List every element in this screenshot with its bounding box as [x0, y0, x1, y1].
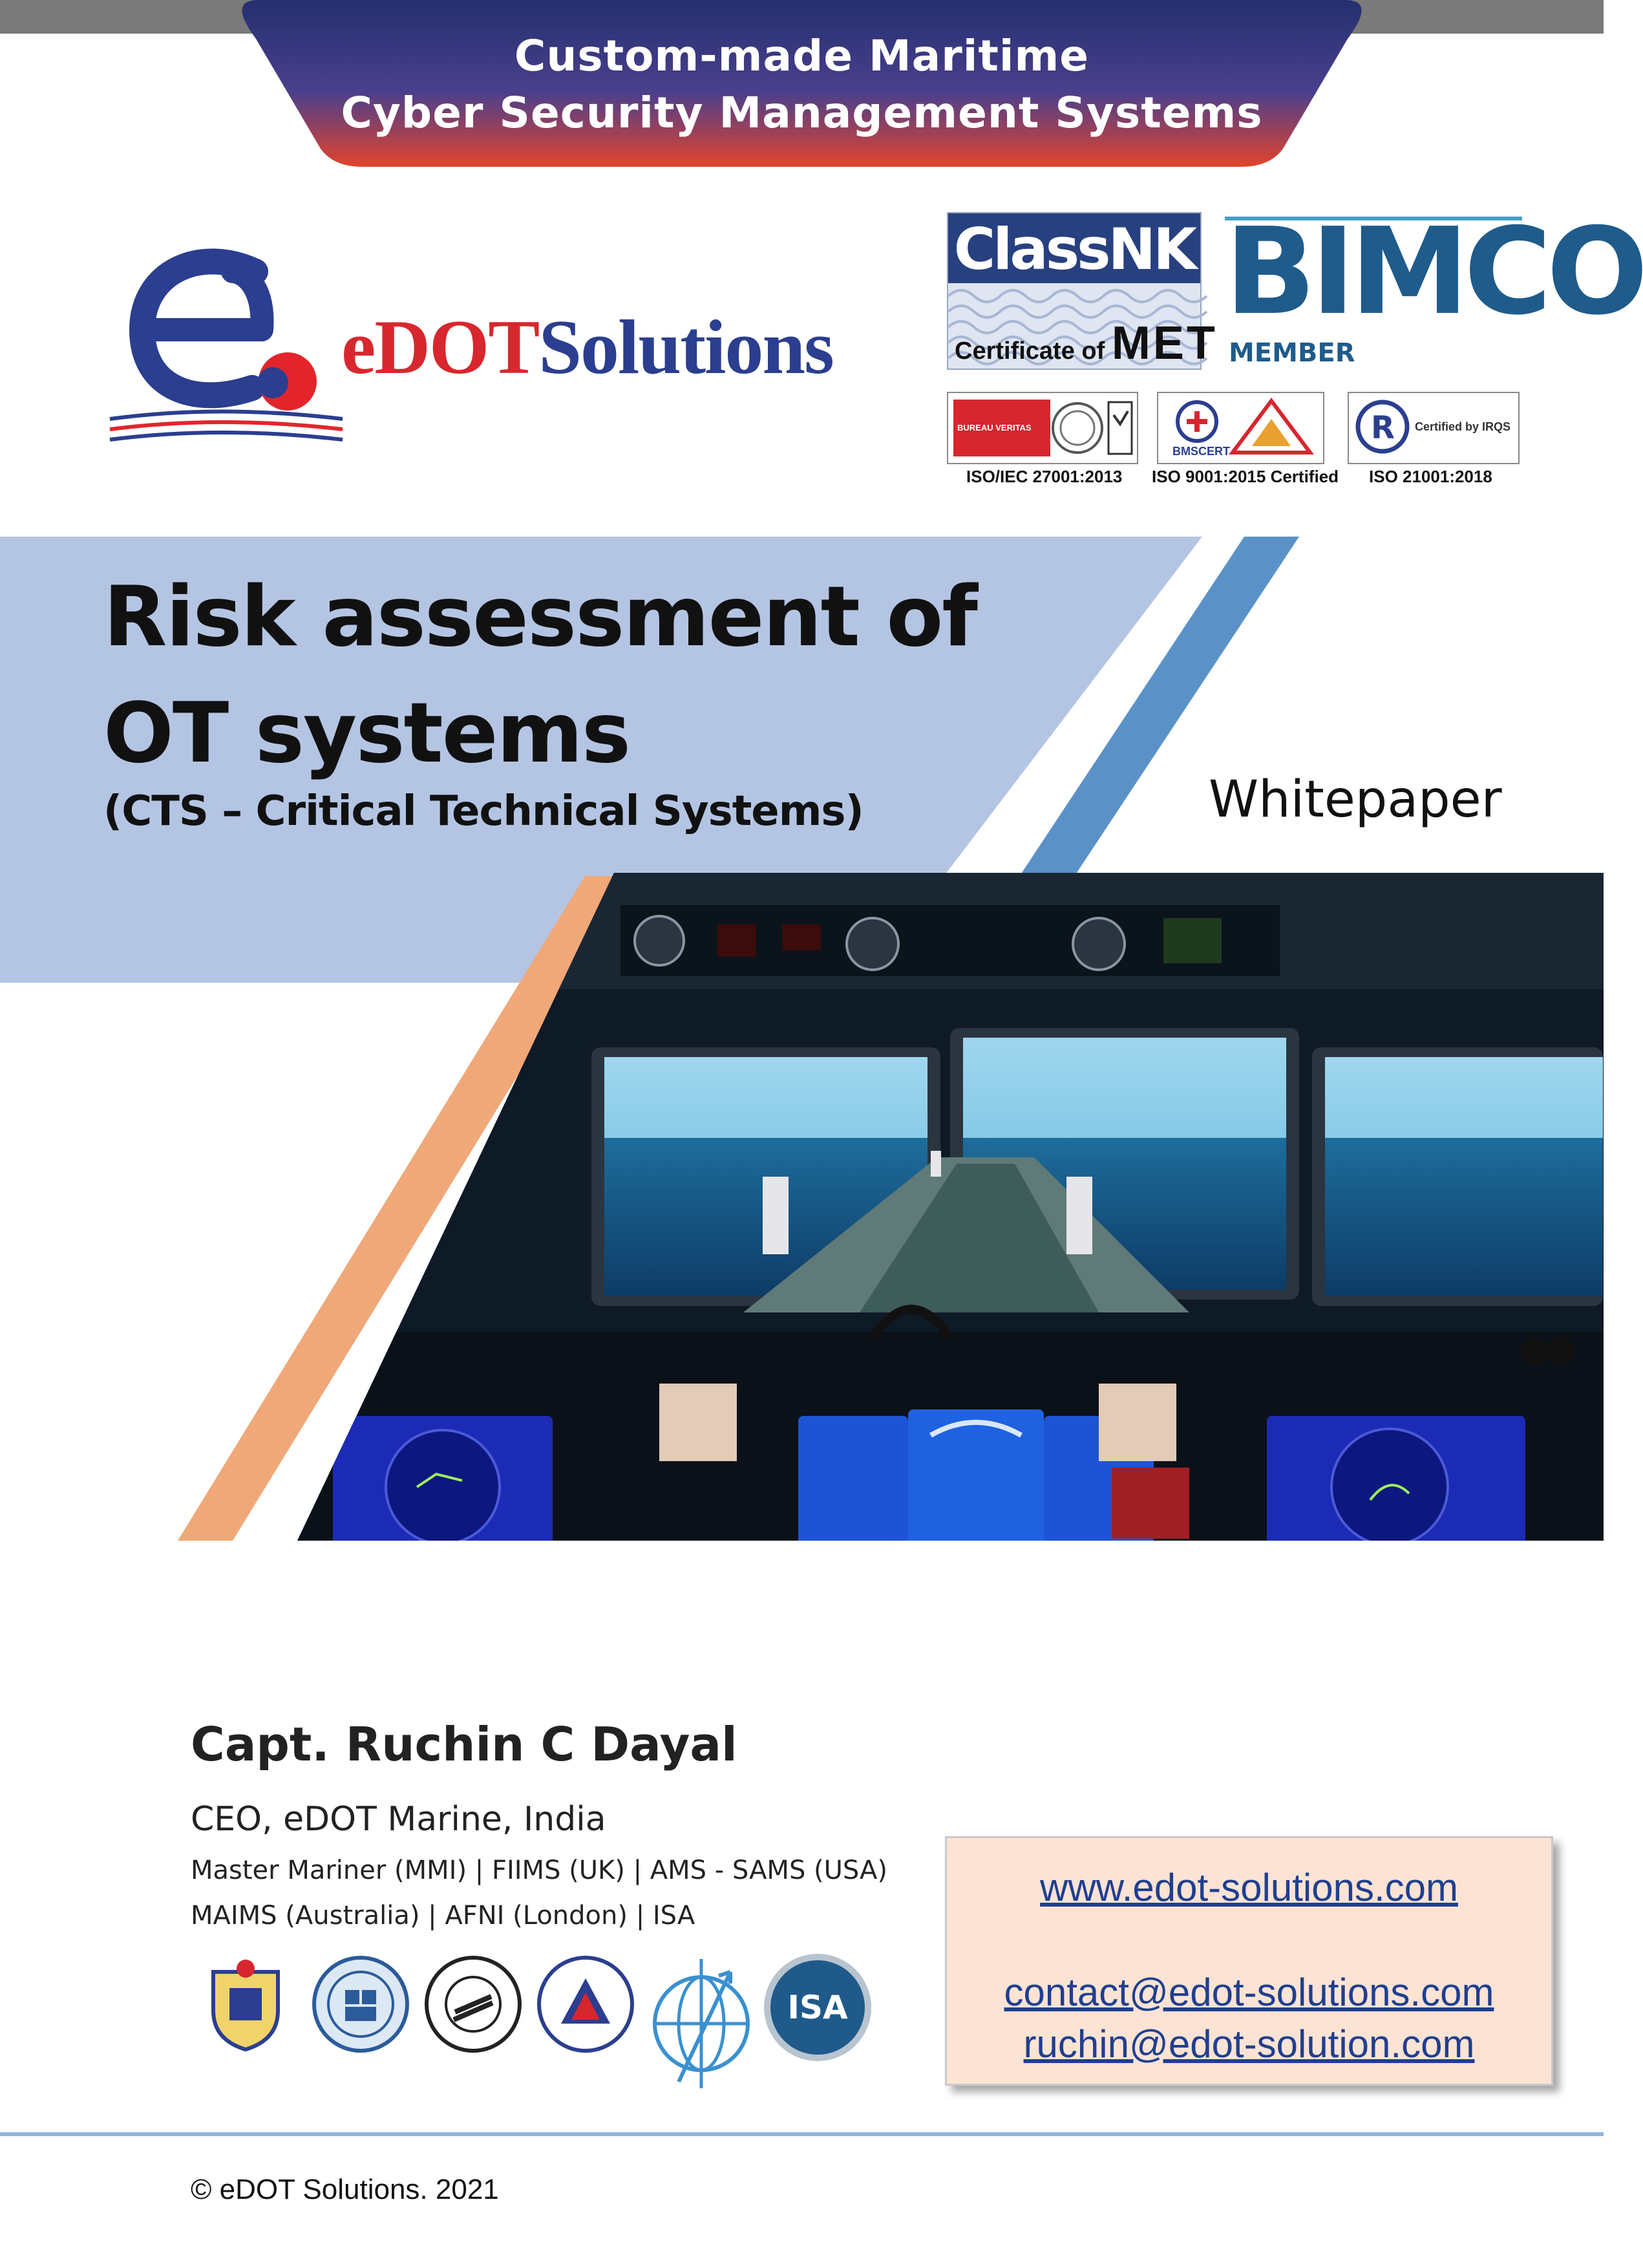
author-role: CEO, eDOT Marine, India — [191, 1800, 606, 1839]
isa-logo-icon — [763, 1952, 873, 2062]
author-credentials-line2: MAIMS (Australia) | AFNI (London) | ISA — [191, 1901, 695, 1931]
document-subtitle: (CTS – Critical Technical Systems) — [103, 787, 864, 835]
contact-email-link[interactable]: contact@edot-solutions.com — [1004, 1971, 1494, 2014]
sams-logo-icon — [309, 1952, 412, 2056]
iso-27001-logo — [947, 392, 1138, 464]
iso-21001-logo — [1348, 392, 1520, 464]
bureau-veritas-icon — [948, 393, 1137, 463]
banner-title-line1: Custom-made Maritime — [514, 31, 1090, 81]
aims-logo-icon — [534, 1952, 637, 2056]
document-type: Whitepaper — [1209, 771, 1502, 829]
cert-caption-iso-27001: ISO/IEC 27001:2013 — [966, 467, 1123, 486]
classnk-badge — [947, 212, 1218, 370]
edot-logo-icon — [103, 246, 349, 453]
irqs-icon — [1349, 393, 1518, 463]
svg-text:R: R — [1371, 410, 1395, 446]
banner-title-line2: Cyber Security Management Systems — [341, 88, 1263, 138]
header-banner — [0, 0, 1604, 175]
website-link[interactable]: www.edot-solutions.com — [1040, 1866, 1458, 1909]
author-name: Capt. Ruchin C Dayal — [191, 1717, 737, 1771]
bimco-badge — [1225, 202, 1643, 372]
bmscert-icon — [1158, 393, 1323, 463]
document-title-line2: OT systems — [103, 685, 630, 782]
cert-3-logo-text: Certified by IRQS — [1415, 420, 1511, 433]
author-email-link[interactable]: ruchin@edot-solution.com — [1023, 2022, 1475, 2066]
mmi-crest-icon — [194, 1952, 297, 2056]
cert-caption-iso-9001: ISO 9001:2015 Certified — [1152, 467, 1339, 486]
brand-name — [341, 303, 833, 392]
classnk-cert-main: MET — [1111, 317, 1218, 369]
isa-logo-text: ISA — [787, 1989, 848, 2026]
cert-1-logo-text: BUREAU VERITAS — [957, 423, 1032, 433]
bimco-member-label: MEMBER — [1229, 338, 1355, 368]
iso-9001-logo — [1157, 392, 1324, 464]
document-title-line1: Risk assessment of — [103, 569, 977, 665]
bimco-title: BIMCO — [1225, 202, 1643, 341]
classnk-certificate — [955, 317, 1218, 370]
footer-divider — [0, 2132, 1604, 2136]
iims-logo-icon — [421, 1952, 525, 2056]
copyright-notice: © eDOT Solutions. 2021 — [191, 2174, 499, 2205]
classnk-title: ClassNK — [948, 213, 1200, 283]
cert-2-logo-text: BMSCERT — [1172, 445, 1230, 458]
title-graphic — [0, 530, 1604, 1552]
brand-name-prefix: eDOT — [341, 304, 539, 390]
brand-name-suffix: Solutions — [538, 304, 833, 390]
classnk-cert-prefix: Certificate of — [955, 337, 1105, 365]
contact-box — [945, 1836, 1553, 2086]
author-credentials-line1: Master Mariner (MMI) | FIIMS (UK) | AMS - SAMS (USA) — [191, 1856, 888, 1885]
afni-globe-icon — [646, 1952, 756, 2095]
cert-caption-iso-21001: ISO 21001:2018 — [1369, 467, 1492, 486]
